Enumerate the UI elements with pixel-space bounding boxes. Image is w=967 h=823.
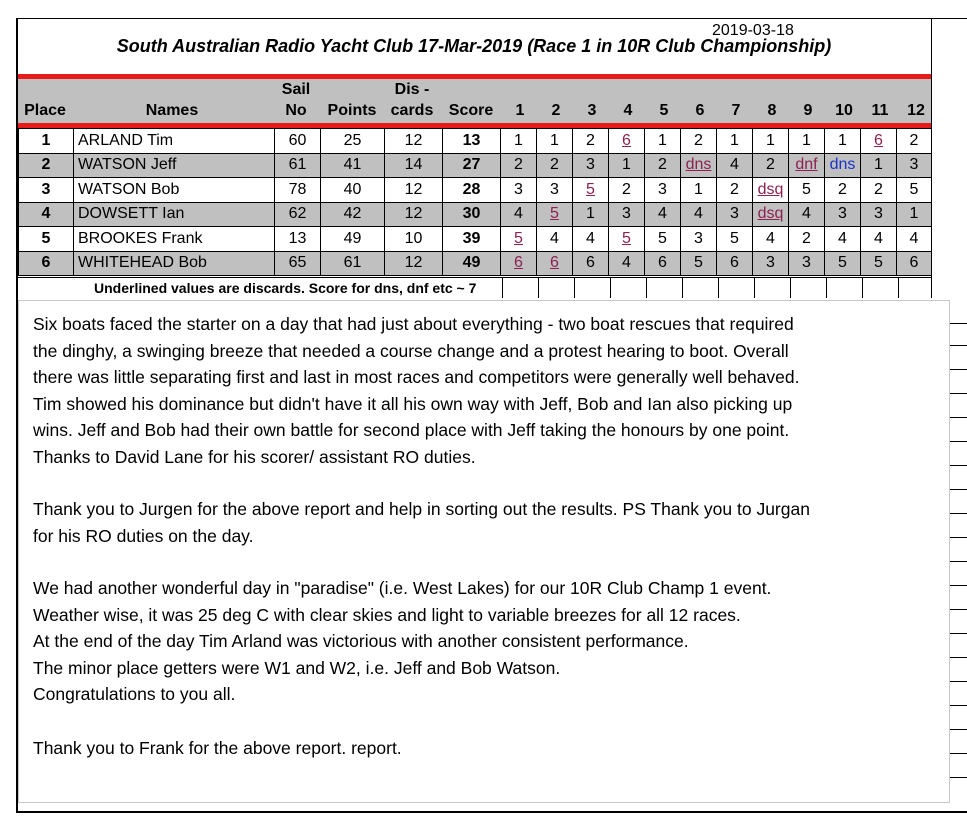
sail-cell: 65 xyxy=(275,251,321,276)
col-race-5: 5 xyxy=(659,102,669,119)
race-result: 4 xyxy=(550,229,559,247)
race-result: 3 xyxy=(909,156,919,174)
race-result: 3 xyxy=(730,205,739,223)
table-row xyxy=(19,129,932,154)
name-cell: WATSON Bob xyxy=(74,178,275,203)
race-result: 2 xyxy=(694,131,703,149)
race-result: 3 xyxy=(586,156,595,174)
col-discards-line2: cards xyxy=(390,102,434,119)
race-result-cell xyxy=(573,227,609,252)
race-result: 4 xyxy=(909,229,919,247)
grid-tick xyxy=(950,369,967,370)
race-result: 4 xyxy=(838,229,847,247)
race-result-cell xyxy=(573,153,609,178)
race-result-cell xyxy=(537,178,573,203)
grid-tick xyxy=(950,561,967,562)
race-result-cell xyxy=(789,227,825,252)
race-result-cell xyxy=(645,251,681,276)
race-result: 4 xyxy=(802,205,811,223)
race-result: 3 xyxy=(658,180,667,198)
race-result-cell xyxy=(537,153,573,178)
col-discards-line1: Dis - xyxy=(394,81,430,98)
race-result: 4 xyxy=(766,229,775,247)
grid-tick xyxy=(950,705,967,706)
discards-cell: 12 xyxy=(385,129,443,154)
race-result: 1 xyxy=(514,131,523,149)
race-result-cell xyxy=(501,129,537,154)
race-result: 3 xyxy=(514,180,523,198)
results-header xyxy=(18,79,931,123)
col-sail-line2: No xyxy=(285,102,307,119)
race-result: 4 xyxy=(514,205,523,223)
name-cell: ARLAND Tim xyxy=(74,129,275,154)
grid-line xyxy=(754,278,755,298)
results-table xyxy=(18,128,932,276)
race-result: 4 xyxy=(874,229,883,247)
col-place: Place xyxy=(24,102,66,119)
grid-tick xyxy=(950,681,967,682)
race-result-cell xyxy=(861,202,897,227)
race-result-cell xyxy=(609,153,645,178)
grid-tick xyxy=(950,609,967,610)
place-cell: 3 xyxy=(19,178,74,203)
race-result-cell xyxy=(609,202,645,227)
sail-cell: 78 xyxy=(275,178,321,203)
race-result: 3 xyxy=(802,254,811,272)
grid-tick xyxy=(950,729,967,730)
race-result: dns xyxy=(685,156,712,174)
race-result-cell xyxy=(717,202,753,227)
col-score: Score xyxy=(448,102,494,119)
col-race-8: 8 xyxy=(767,102,777,119)
race-result: 2 xyxy=(586,131,595,149)
race-result-cell xyxy=(645,178,681,203)
col-race-7: 7 xyxy=(731,102,741,119)
race-result-cell xyxy=(717,251,753,276)
race-result-cell xyxy=(573,202,609,227)
score-cell: 30 xyxy=(443,202,501,227)
discards-cell: 12 xyxy=(385,251,443,276)
col-race-2: 2 xyxy=(551,102,561,119)
race-result-cell xyxy=(681,153,717,178)
race-result-cell xyxy=(645,129,681,154)
col-race-4: 4 xyxy=(623,102,633,119)
race-result: 5 xyxy=(658,229,667,247)
place-cell: 5 xyxy=(19,227,74,252)
place-cell: 4 xyxy=(19,202,74,227)
grid-line xyxy=(682,278,683,298)
race-result-cell xyxy=(825,251,861,276)
table-row xyxy=(19,202,932,227)
points-cell: 49 xyxy=(321,227,385,252)
grid-line xyxy=(538,278,539,298)
race-result-cell xyxy=(501,202,537,227)
grid-tick xyxy=(950,537,967,538)
race-result-cell xyxy=(681,251,717,276)
race-result: 3 xyxy=(694,229,703,247)
grid-line xyxy=(574,278,575,298)
col-names: Names xyxy=(145,102,199,119)
place-cell: 1 xyxy=(19,129,74,154)
race-result-cell xyxy=(753,227,789,252)
sail-cell: 62 xyxy=(275,202,321,227)
race-result-cell xyxy=(861,153,897,178)
race-result: 2 xyxy=(766,156,775,174)
race-result: dnf xyxy=(795,156,818,174)
table-row xyxy=(19,153,932,178)
race-result: 2 xyxy=(909,131,919,149)
col-race-3: 3 xyxy=(587,102,597,119)
points-cell: 40 xyxy=(321,178,385,203)
race-result-cell xyxy=(789,153,825,178)
grid-tick xyxy=(950,585,967,586)
col-race-1: 1 xyxy=(515,102,525,119)
name-cell: DOWSETT Ian xyxy=(74,202,275,227)
sail-cell: 61 xyxy=(275,153,321,178)
report-paragraph-3: We had another wonderful day in "paradise" (i.e. West Lakes) for our 10R Club Champ 1 event. Weather wise, it was 25 deg C with clear skies and light to variable breezes for all 12 races. At the end of the day Tim Arland was victorious with another consistent performance. The minor place getters were W1 and W2, i.e. Jeff and Bob Watson. Congratulations to you all. xyxy=(33,578,772,704)
race-result-cell xyxy=(609,227,645,252)
table-row xyxy=(19,227,932,252)
race-report xyxy=(18,300,950,803)
race-result-cell xyxy=(645,202,681,227)
grid-tick xyxy=(950,753,967,754)
race-result: dsq xyxy=(757,180,784,198)
table-row xyxy=(19,178,932,203)
sail-cell: 60 xyxy=(275,129,321,154)
race-result: 6 xyxy=(514,254,523,272)
race-result-cell xyxy=(789,251,825,276)
race-result: 5 xyxy=(514,229,523,247)
race-result: 5 xyxy=(874,254,883,272)
score-cell: 28 xyxy=(443,178,501,203)
race-result: 1 xyxy=(874,156,883,174)
grid-tick xyxy=(950,465,967,466)
race-result-cell xyxy=(645,227,681,252)
grid-tick xyxy=(950,323,967,324)
race-result: 1 xyxy=(550,131,559,149)
points-cell: 42 xyxy=(321,202,385,227)
race-result-cell xyxy=(681,227,717,252)
race-result-cell xyxy=(825,178,861,203)
race-result-cell xyxy=(717,153,753,178)
grid-tick xyxy=(950,777,967,778)
race-result: 4 xyxy=(694,205,703,223)
race-result: 1 xyxy=(622,156,631,174)
race-result: 6 xyxy=(622,131,631,149)
race-result: 1 xyxy=(730,131,739,149)
race-result-cell xyxy=(897,251,932,276)
report-paragraph-2: Thank you to Jurgen for the above report and help in sorting out the results. PS Thank you to Jurgan for his RO duties on the day. xyxy=(33,499,810,546)
points-cell: 25 xyxy=(321,129,385,154)
report-date: 2019-03-18 xyxy=(712,22,794,39)
col-sail-line1: Sail xyxy=(281,81,311,98)
name-cell: WHITEHEAD Bob xyxy=(74,251,275,276)
race-result-cell xyxy=(717,227,753,252)
race-result-cell xyxy=(537,227,573,252)
name-cell: WATSON Jeff xyxy=(74,153,275,178)
race-result-cell xyxy=(861,227,897,252)
col-race-11: 11 xyxy=(871,102,889,119)
grid-tick xyxy=(950,441,967,442)
race-result-cell xyxy=(501,153,537,178)
race-result-cell xyxy=(537,129,573,154)
discards-cell: 12 xyxy=(385,202,443,227)
race-result-cell xyxy=(897,202,932,227)
score-cell: 27 xyxy=(443,153,501,178)
race-result: 6 xyxy=(658,254,667,272)
race-result-cell xyxy=(861,178,897,203)
grid-tick xyxy=(950,345,967,346)
grid-line xyxy=(610,278,611,298)
grid-line xyxy=(502,278,503,298)
race-result: 5 xyxy=(909,180,919,198)
race-result-cell xyxy=(825,202,861,227)
race-result: 3 xyxy=(550,180,559,198)
race-result-cell xyxy=(861,251,897,276)
points-cell: 41 xyxy=(321,153,385,178)
race-result-cell xyxy=(681,129,717,154)
race-result-cell xyxy=(717,129,753,154)
race-result-cell xyxy=(717,178,753,203)
race-result: 6 xyxy=(550,254,559,272)
race-result-cell xyxy=(789,129,825,154)
col-race-10: 10 xyxy=(835,102,853,119)
race-result: 3 xyxy=(766,254,775,272)
race-result: 1 xyxy=(909,205,919,223)
race-result: 6 xyxy=(586,254,595,272)
race-result-cell xyxy=(501,251,537,276)
race-result: 1 xyxy=(802,131,811,149)
race-result: 2 xyxy=(514,156,523,174)
race-result-cell xyxy=(681,178,717,203)
page-title: South Australian Radio Yacht Club 17-Mar-2019 (Race 1 in 10R Club Championship) xyxy=(116,36,832,56)
race-result: 6 xyxy=(909,254,919,272)
race-result: 5 xyxy=(730,229,739,247)
race-result-cell xyxy=(645,153,681,178)
grid-line xyxy=(790,278,791,298)
race-result: 2 xyxy=(874,180,883,198)
score-cell: 13 xyxy=(443,129,501,154)
col-points: Points xyxy=(327,102,377,119)
name-cell: BROOKES Frank xyxy=(74,227,275,252)
race-result-cell xyxy=(609,129,645,154)
race-result: 1 xyxy=(838,131,847,149)
col-race-9: 9 xyxy=(803,102,813,119)
race-result-cell xyxy=(897,129,932,154)
race-result-cell xyxy=(753,251,789,276)
race-result: 2 xyxy=(838,180,847,198)
race-result-cell xyxy=(501,178,537,203)
race-result-cell xyxy=(897,178,932,203)
discards-cell: 14 xyxy=(385,153,443,178)
race-result: 2 xyxy=(802,229,811,247)
grid-line xyxy=(718,278,719,298)
race-result: 2 xyxy=(550,156,559,174)
grid-tick xyxy=(950,393,967,394)
race-result-cell xyxy=(573,129,609,154)
race-result-cell xyxy=(609,178,645,203)
race-result-cell xyxy=(897,227,932,252)
race-result: 1 xyxy=(694,180,703,198)
race-result: dsq xyxy=(757,205,784,223)
discards-cell: 12 xyxy=(385,178,443,203)
race-result: 4 xyxy=(658,205,667,223)
race-result: dns xyxy=(829,156,856,174)
race-result-cell xyxy=(537,202,573,227)
report-paragraph-4: Thank you to Frank for the above report. report. xyxy=(33,738,402,758)
race-result: 4 xyxy=(730,156,739,174)
race-result: 1 xyxy=(658,131,667,149)
score-cell: 49 xyxy=(443,251,501,276)
race-result: 2 xyxy=(730,180,739,198)
race-result-cell xyxy=(789,178,825,203)
table-row xyxy=(19,251,932,276)
race-result-cell xyxy=(681,202,717,227)
race-result-cell xyxy=(789,202,825,227)
race-result-cell xyxy=(825,129,861,154)
sail-cell: 13 xyxy=(275,227,321,252)
race-result: 2 xyxy=(622,180,631,198)
race-result-cell xyxy=(609,251,645,276)
race-result: 6 xyxy=(730,254,739,272)
race-result-cell xyxy=(753,153,789,178)
grid-line xyxy=(931,280,932,298)
race-result: 1 xyxy=(586,205,595,223)
race-result-cell xyxy=(573,251,609,276)
col-race-6: 6 xyxy=(695,102,705,119)
race-result: 3 xyxy=(622,205,631,223)
race-result-cell xyxy=(753,178,789,203)
race-result: 5 xyxy=(802,180,811,198)
col-race-12: 12 xyxy=(907,102,925,119)
race-result: 5 xyxy=(622,229,631,247)
race-result-cell xyxy=(825,153,861,178)
race-result: 4 xyxy=(622,254,631,272)
race-result-cell xyxy=(861,129,897,154)
race-result-cell xyxy=(825,227,861,252)
race-result: 5 xyxy=(550,205,559,223)
race-result: 6 xyxy=(874,131,883,149)
grid-tick xyxy=(950,417,967,418)
race-result: 5 xyxy=(586,180,595,198)
race-result: 1 xyxy=(766,131,775,149)
race-result-cell xyxy=(753,202,789,227)
race-result-cell xyxy=(537,251,573,276)
race-result: 5 xyxy=(838,254,847,272)
grid-line xyxy=(646,278,647,298)
race-result: 3 xyxy=(838,205,847,223)
grid-line xyxy=(826,278,827,298)
place-cell: 2 xyxy=(19,153,74,178)
grid-line xyxy=(898,278,899,298)
grid-tick xyxy=(950,513,967,514)
race-result: 2 xyxy=(658,156,667,174)
points-cell: 61 xyxy=(321,251,385,276)
report-paragraph-1: Six boats faced the starter on a day that had just about everything - two boat rescues that required the dinghy, a swinging breeze that needed a course change and a protest hearing to boot. Overall there was little separating first and last in most races and competitors were generally well behaved. Tim showed his dominance but didn't have it all his own way with Jeff, Bob and Ian also picking up wins. Jeff and Bob had their own battle for second place with Jeff taking the honours by one point. Thanks to David Lane for his scorer/ assistant RO duties. xyxy=(33,314,800,467)
grid-tick xyxy=(950,657,967,658)
race-result: 3 xyxy=(874,205,883,223)
score-cell: 39 xyxy=(443,227,501,252)
race-result-cell xyxy=(753,129,789,154)
grid-tick xyxy=(950,489,967,490)
race-result: 5 xyxy=(694,254,703,272)
discards-cell: 10 xyxy=(385,227,443,252)
race-result-cell xyxy=(573,178,609,203)
discard-footnote-row xyxy=(18,277,931,298)
race-result-cell xyxy=(501,227,537,252)
race-result-cell xyxy=(897,153,932,178)
place-cell: 6 xyxy=(19,251,74,276)
grid-tick xyxy=(950,633,967,634)
grid-line xyxy=(862,278,863,298)
discard-footnote: Underlined values are discards. Score for dns, dnf etc ~ 7 xyxy=(94,280,477,296)
race-result: 4 xyxy=(586,229,595,247)
